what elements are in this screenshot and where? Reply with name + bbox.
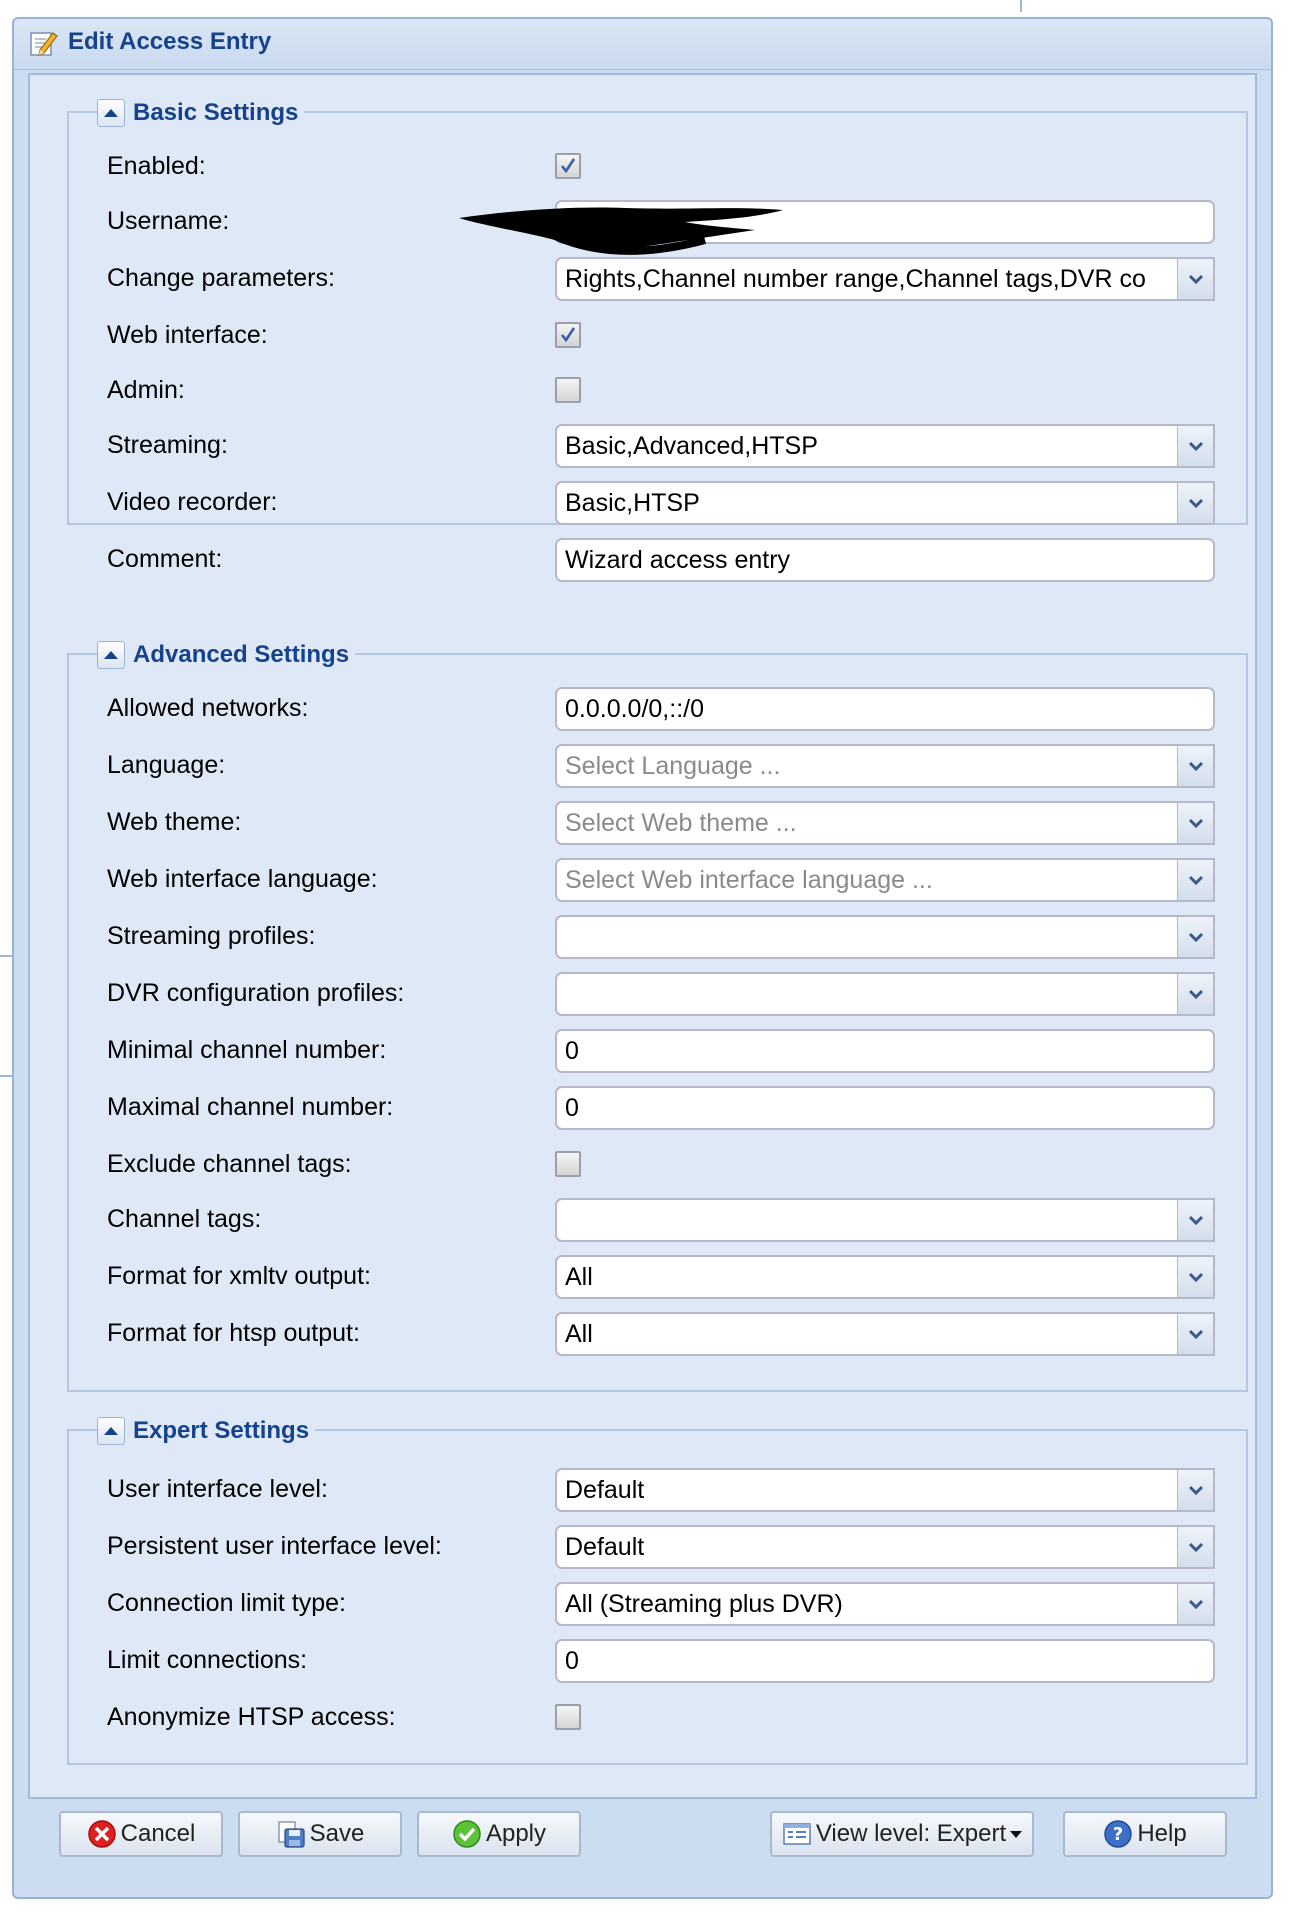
cancel-label: Cancel <box>120 1820 196 1847</box>
expert-settings-section <box>67 1417 1248 1765</box>
dropdown-trigger[interactable] <box>1177 915 1215 959</box>
change-parameters-label: Change parameters: <box>107 264 335 292</box>
view-list-icon <box>782 1819 812 1849</box>
web-interface-row <box>69 312 1246 358</box>
basic-settings-section <box>67 99 1248 574</box>
video-recorder-row <box>69 479 1246 525</box>
dropdown-trigger[interactable] <box>1177 481 1215 525</box>
channel-tags-row <box>69 1196 1246 1242</box>
max-channel-input[interactable]: 0 <box>555 1086 1215 1130</box>
chevron-down-icon <box>1188 1214 1204 1226</box>
edit-pencil-icon <box>28 28 58 58</box>
streaming-profiles-row <box>69 913 1246 959</box>
apply-button[interactable] <box>417 1811 581 1857</box>
save-label: Save <box>309 1820 365 1847</box>
ui-level-label: User interface level: <box>107 1475 328 1503</box>
comment-label: Comment: <box>107 545 223 573</box>
anonymize-checkbox[interactable] <box>555 1704 581 1730</box>
web-interface-language-row <box>69 856 1246 902</box>
chevron-down-icon <box>1188 931 1204 943</box>
min-channel-row <box>69 1027 1246 1073</box>
allowed-networks-row <box>69 685 1246 731</box>
xmltv-format-label: Format for xmltv output: <box>107 1262 371 1290</box>
max-channel-label: Maximal channel number: <box>107 1093 394 1121</box>
streaming-label: Streaming: <box>107 431 228 459</box>
dropdown-trigger[interactable] <box>1177 858 1215 902</box>
background-window-edge <box>0 1075 12 1077</box>
admin-label: Admin: <box>107 376 185 404</box>
advanced-settings-legend <box>97 635 355 675</box>
section-title: Expert Settings <box>133 1417 310 1444</box>
web-theme-select[interactable]: Select Web theme ... <box>555 801 1179 845</box>
collapse-up-icon[interactable] <box>97 1417 125 1445</box>
change-parameters-select[interactable]: Rights,Channel number range,Channel tags,DVR co <box>555 257 1179 301</box>
web-interface-language-select[interactable]: Select Web interface language ... <box>555 858 1179 902</box>
persistent-ui-level-label: Persistent user interface level: <box>107 1532 442 1560</box>
edit-access-entry-dialog <box>12 17 1273 1899</box>
conn-limit-type-row <box>69 1580 1246 1626</box>
admin-row <box>69 367 1246 413</box>
limit-connections-row <box>69 1637 1246 1683</box>
exclude-tags-label: Exclude channel tags: <box>107 1150 352 1178</box>
dropdown-trigger[interactable] <box>1177 972 1215 1016</box>
chevron-down-icon <box>1188 817 1204 829</box>
min-channel-label: Minimal channel number: <box>107 1036 387 1064</box>
dropdown-trigger[interactable] <box>1177 257 1215 301</box>
section-title: Basic Settings <box>133 99 299 126</box>
dialog-header[interactable] <box>14 19 1271 70</box>
chevron-down-icon <box>1188 1541 1204 1553</box>
redaction-scribble <box>455 196 795 262</box>
allowed-networks-label: Allowed networks: <box>107 694 309 722</box>
dialog-title: Edit Access Entry <box>68 28 272 55</box>
anonymize-label: Anonymize HTSP access: <box>107 1703 396 1731</box>
chevron-down-icon <box>1188 1271 1204 1283</box>
dropdown-trigger[interactable] <box>1177 1582 1215 1626</box>
save-button[interactable] <box>238 1811 402 1857</box>
dialog-body <box>28 73 1257 1799</box>
htsp-format-row <box>69 1310 1246 1356</box>
chevron-down-icon <box>1188 273 1204 285</box>
htsp-format-select[interactable]: All <box>555 1312 1179 1356</box>
dropdown-trigger[interactable] <box>1177 1468 1215 1512</box>
dropdown-trigger[interactable] <box>1177 744 1215 788</box>
web-interface-language-label: Web interface language: <box>107 865 378 893</box>
ui-level-row <box>69 1466 1246 1512</box>
dropdown-trigger[interactable] <box>1177 424 1215 468</box>
min-channel-input[interactable]: 0 <box>555 1029 1215 1073</box>
persistent-ui-level-row <box>69 1523 1246 1569</box>
svg-text:?: ? <box>1113 1824 1124 1845</box>
dropdown-trigger[interactable] <box>1177 1525 1215 1569</box>
language-select[interactable]: Select Language ... <box>555 744 1179 788</box>
htsp-format-label: Format for htsp output: <box>107 1319 360 1347</box>
limit-connections-label: Limit connections: <box>107 1646 308 1674</box>
allowed-networks-input[interactable]: 0.0.0.0/0,::/0 <box>555 687 1215 731</box>
view-level-label: View level: Expert <box>815 1820 1007 1847</box>
chevron-down-icon <box>1188 497 1204 509</box>
help-icon <box>1103 1819 1133 1849</box>
chevron-down-icon <box>1188 1598 1204 1610</box>
streaming-select[interactable]: Basic,Advanced,HTSP <box>555 424 1179 468</box>
exclude-tags-checkbox[interactable] <box>555 1151 581 1177</box>
exclude-tags-row <box>69 1141 1246 1187</box>
conn-limit-type-select[interactable]: All (Streaming plus DVR) <box>555 1582 1179 1626</box>
streaming-profiles-label: Streaming profiles: <box>107 922 316 950</box>
video-recorder-select[interactable]: Basic,HTSP <box>555 481 1179 525</box>
username-label: Username: <box>107 207 230 235</box>
chevron-down-icon <box>1188 1328 1204 1340</box>
dialog-footer <box>14 1797 1271 1897</box>
checkmark-icon <box>558 325 578 345</box>
chevron-down-icon <box>1188 760 1204 772</box>
admin-checkbox[interactable] <box>555 377 581 403</box>
channel-tags-label: Channel tags: <box>107 1205 262 1233</box>
streaming-row <box>69 422 1246 468</box>
enabled-row <box>69 143 1246 189</box>
chevron-down-icon <box>1188 988 1204 1000</box>
view-level-button[interactable] <box>770 1811 1034 1857</box>
streaming-profiles-select[interactable] <box>555 915 1179 959</box>
apply-check-icon <box>452 1819 482 1849</box>
comment-row <box>69 536 1246 582</box>
comment-input[interactable]: Wizard access entry <box>555 538 1215 582</box>
collapse-up-icon[interactable] <box>97 641 125 669</box>
dropdown-trigger[interactable] <box>1177 1255 1215 1299</box>
cancel-button[interactable] <box>59 1811 223 1857</box>
dvr-profiles-label: DVR configuration profiles: <box>107 979 405 1007</box>
dropdown-trigger[interactable] <box>1177 801 1215 845</box>
cancel-icon <box>87 1819 117 1849</box>
save-icon <box>276 1819 306 1849</box>
apply-label: Apply <box>485 1820 547 1847</box>
help-label: Help <box>1137 1820 1187 1847</box>
video-recorder-label: Video recorder: <box>107 488 278 516</box>
advanced-settings-section <box>67 641 1248 1392</box>
basic-settings-legend <box>97 93 304 133</box>
xmltv-format-select[interactable]: All <box>555 1255 1179 1299</box>
help-button[interactable] <box>1063 1811 1227 1857</box>
enabled-label: Enabled: <box>107 152 206 180</box>
conn-limit-type-label: Connection limit type: <box>107 1589 347 1617</box>
web-theme-row <box>69 799 1246 845</box>
expert-settings-legend <box>97 1411 315 1451</box>
background-window-edge <box>1020 0 1022 12</box>
section-title: Advanced Settings <box>133 641 350 668</box>
chevron-down-icon <box>1188 1484 1204 1496</box>
checkmark-icon <box>558 156 578 176</box>
web-theme-label: Web theme: <box>107 808 242 836</box>
persistent-ui-level-select[interactable]: Default <box>555 1525 1179 1569</box>
background-window-edge <box>0 955 12 957</box>
dropdown-trigger[interactable] <box>1177 1198 1215 1242</box>
language-label: Language: <box>107 751 226 779</box>
enabled-checkbox[interactable] <box>555 153 581 179</box>
dropdown-trigger[interactable] <box>1177 1312 1215 1356</box>
dvr-profiles-row <box>69 970 1246 1016</box>
dvr-profiles-select[interactable] <box>555 972 1179 1016</box>
max-channel-row <box>69 1084 1246 1130</box>
anonymize-row <box>69 1694 1246 1740</box>
xmltv-format-row <box>69 1253 1246 1299</box>
collapse-up-icon[interactable] <box>97 99 125 127</box>
language-row <box>69 742 1246 788</box>
web-interface-checkbox[interactable] <box>555 322 581 348</box>
channel-tags-select[interactable] <box>555 1198 1179 1242</box>
chevron-down-icon <box>1188 874 1204 886</box>
limit-connections-input[interactable]: 0 <box>555 1639 1215 1683</box>
chevron-down-icon <box>1188 440 1204 452</box>
web-interface-label: Web interface: <box>107 321 268 349</box>
ui-level-select[interactable]: Default <box>555 1468 1179 1512</box>
caret-down-icon <box>1010 1831 1022 1838</box>
